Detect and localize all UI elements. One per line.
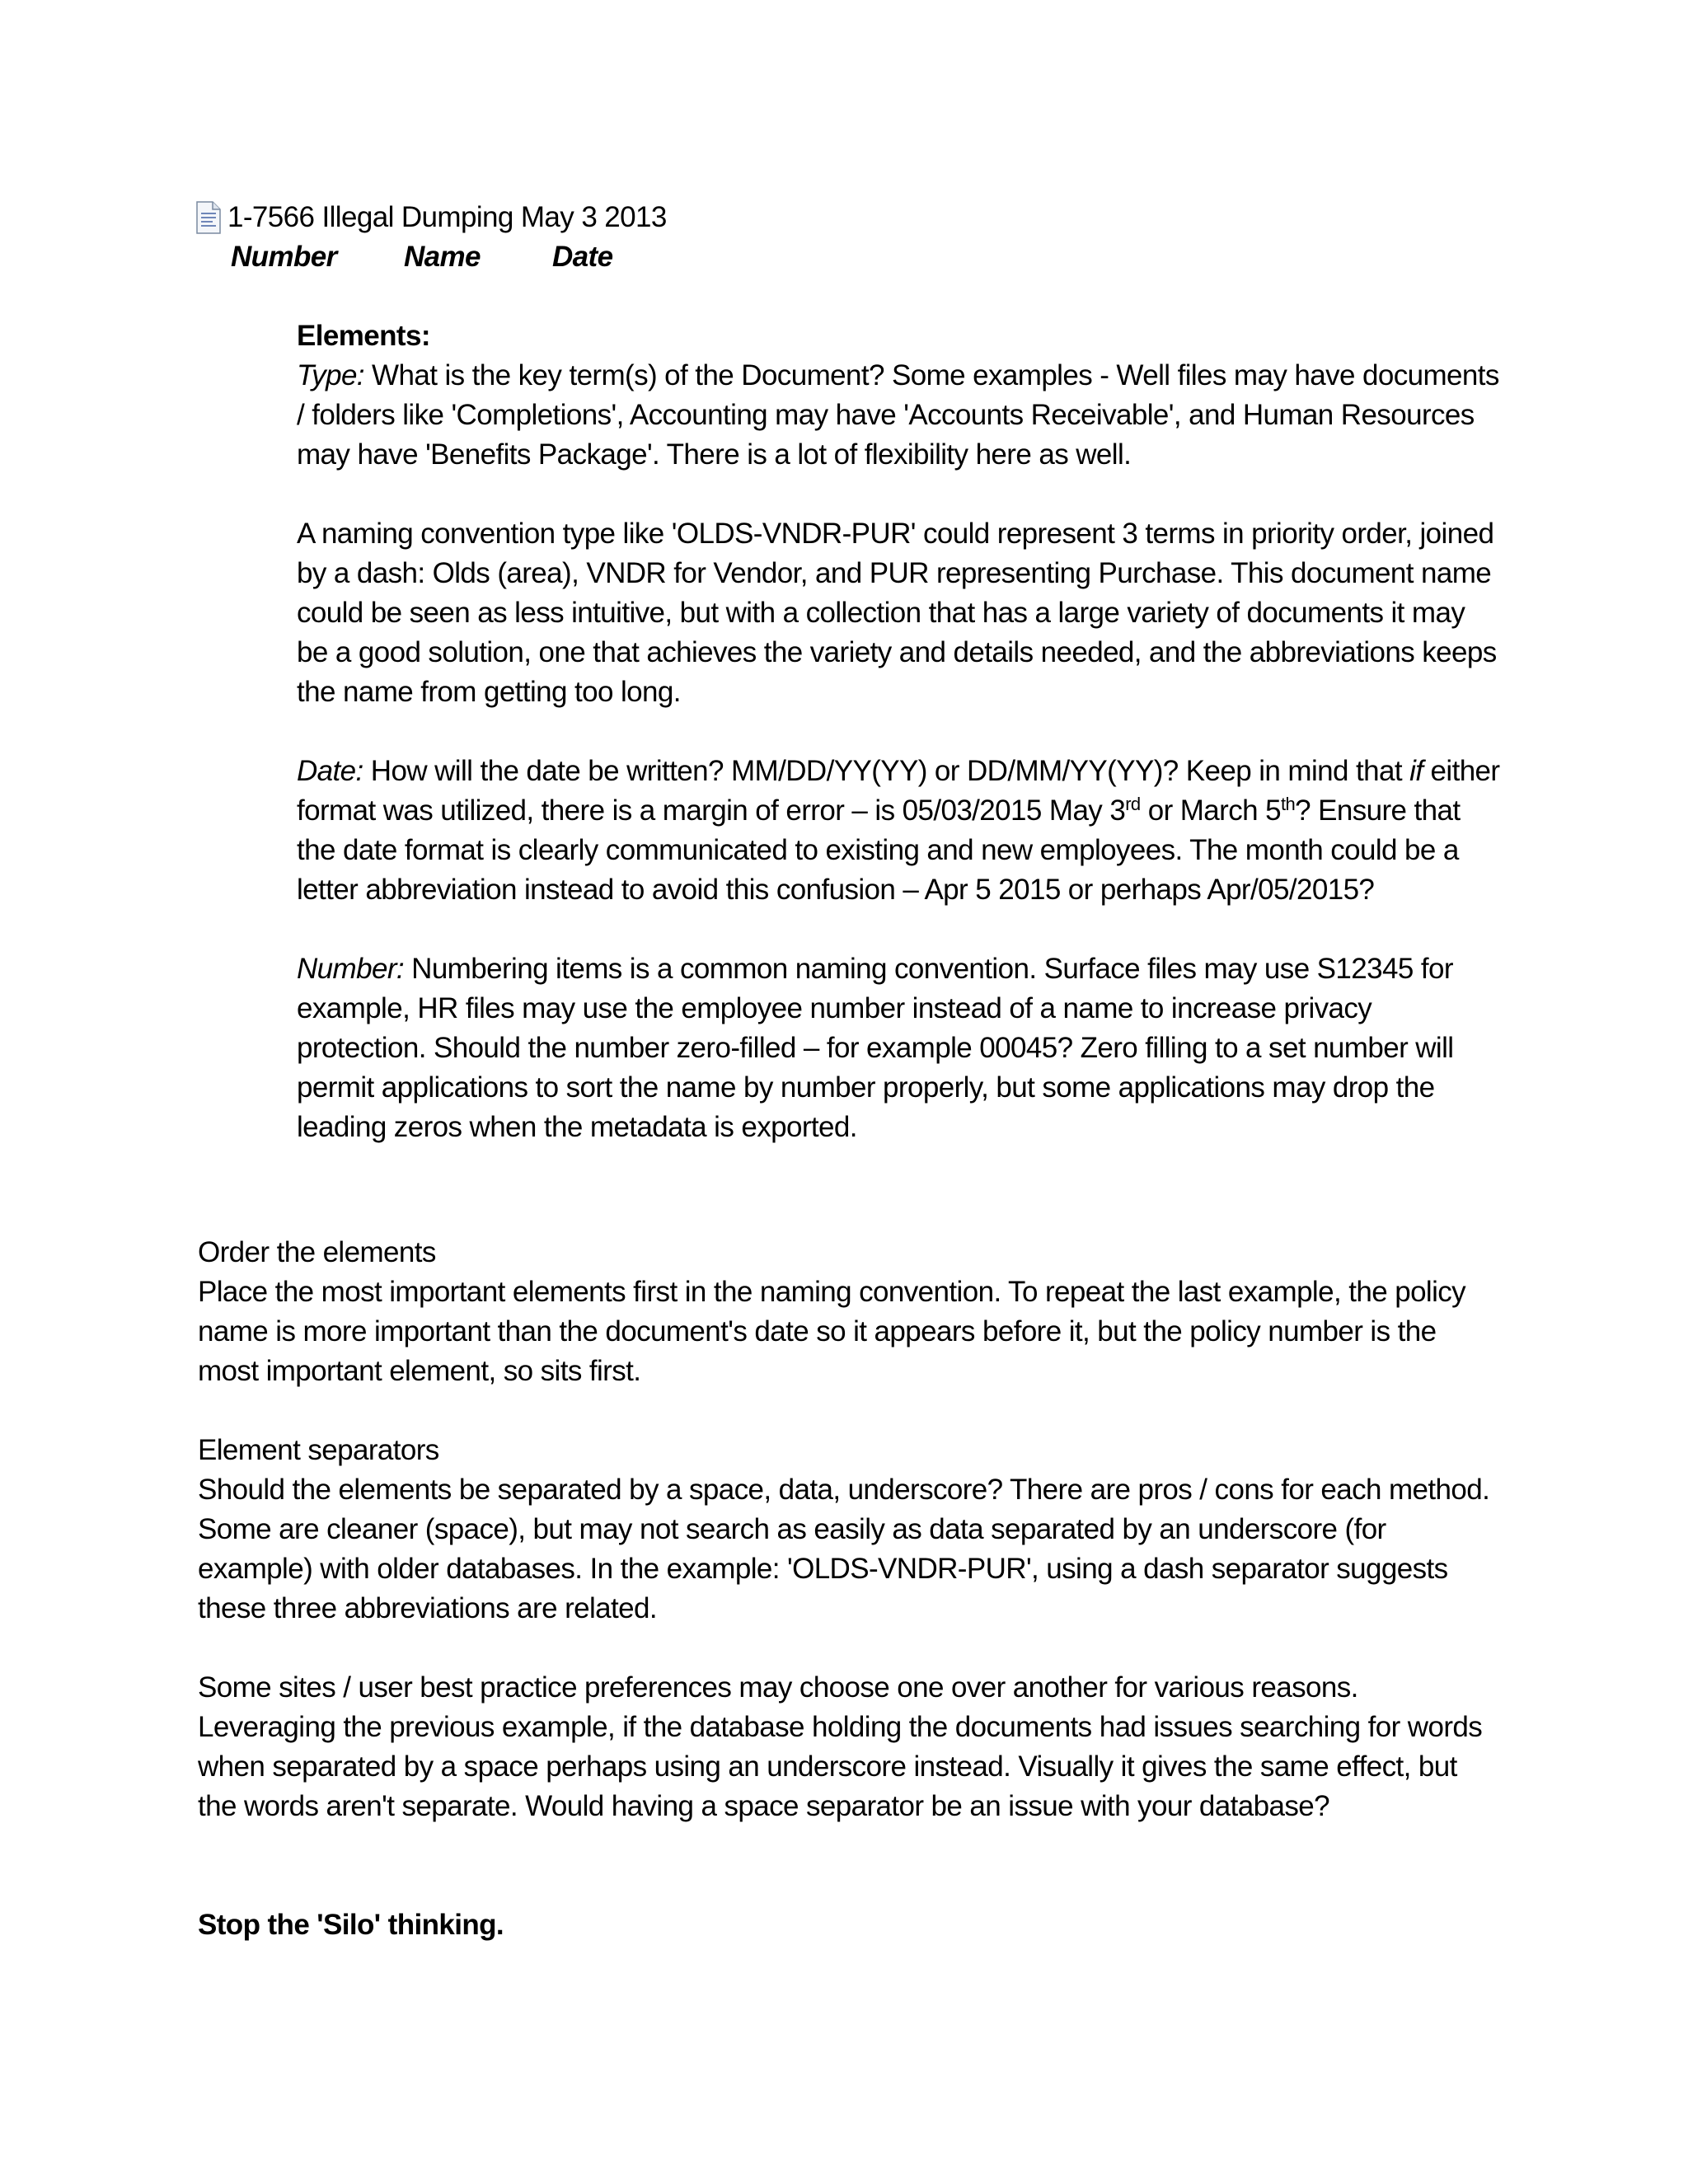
number-label: Number:: [297, 953, 405, 985]
number-text: Numbering items is a common naming convention. Surface files may use S12345 for example, HR files may use the employee number instead of a name to increase privacy protection. Should the number zero-filled – for example 00045? Zero filling to a set number will permit applications to sort the name by number properly, but some applications may drop the leading zeros when the metadata is exported.: [297, 953, 1454, 1143]
number-block: [297, 949, 1500, 1147]
date-label: Date:: [297, 755, 363, 787]
date-text-4: ? Ensure that the date format is clearly communicated to existing and new employees. The month could be a letter abbreviation instead to avoid this confusion – Apr 5 2015 or perhaps Apr/05/2015?: [297, 794, 1461, 906]
type-label: Type:: [297, 359, 364, 391]
closing-heading: Stop the 'Silo' thinking.: [198, 1909, 504, 1941]
date-text-3: or March 5: [1140, 794, 1281, 827]
separators-paragraph-2: Some sites / user best practice preferences may choose one over another for various reasons. Leveraging the previous example, if the database holding the documents had issues searching for words when separated by a space perhaps using an underscore instead. Visually it gives the same effect, but the words aren't separate. Would having a space separator be an issue with your database?: [198, 1671, 1483, 1822]
type-block: [297, 316, 1500, 475]
date-paragraph: [297, 752, 1500, 910]
order-heading: Order the elements: [198, 1236, 436, 1268]
elements-section: [297, 316, 1500, 1187]
date-text-2: either format was utilized, there is a margin of error – is 05/03/2015 May 3: [297, 755, 1500, 827]
date-sup-th: th: [1280, 794, 1296, 814]
separators-paragraph: Should the elements be separated by a space, data, underscore? There are pros / cons for each method. Some are cleaner (space), but may not search as easily as data separated by an underscore (for example) with older databases. In the example: 'OLDS-VNDR-PUR', using a dash separator suggests these three abbreviations are related.: [198, 1474, 1490, 1624]
number-paragraph: [297, 949, 1500, 1147]
date-text-1: How will the date be written? MM/DD/YY(YY) or DD/MM/YY(YY)? Keep in mind that: [363, 755, 1410, 787]
naming-block: [297, 514, 1500, 712]
document-file-icon[interactable]: [196, 201, 221, 234]
file-link-row[interactable]: [196, 198, 667, 237]
main-section: [198, 1233, 1500, 1945]
elements-heading: Elements:: [297, 320, 430, 352]
file-link-text[interactable]: 1-7566 Illegal Dumping May 3 2013: [227, 201, 667, 233]
separators-heading: Element separators: [198, 1434, 439, 1466]
type-paragraph: [297, 356, 1500, 475]
naming-paragraph: A naming convention type like 'OLDS-VNDR-PUR' could represent 3 terms in priority order, joined by a dash: Olds (area), VNDR for Vendor, and PUR representing Purchase. This document name could be seen as less intuitive, but with a collection that has a large variety of documents it may be a good solution, one that achieves the variety and details needed, and the abbreviations keeps the name from getting too long.: [297, 518, 1497, 708]
legend-number: Number: [231, 241, 337, 273]
legend-date: Date: [552, 241, 613, 273]
type-text: What is the key term(s) of the Document? Some examples - Well files may have documents / folders like 'Completions', Accounting may have 'Accounts Receivable', and Human Resources may have 'Benefits Package'. There is a lot of flexibility here as well.: [297, 359, 1499, 471]
order-paragraph: Place the most important elements first in the naming convention. To repeat the last example, the policy name is more important than the document's date so it appears before it, but the policy number is the most important element, so sits first.: [198, 1276, 1466, 1387]
date-sup-rd: rd: [1125, 794, 1141, 814]
date-if: if: [1409, 755, 1423, 787]
legend-name: Name: [404, 241, 481, 273]
date-block: [297, 752, 1500, 910]
